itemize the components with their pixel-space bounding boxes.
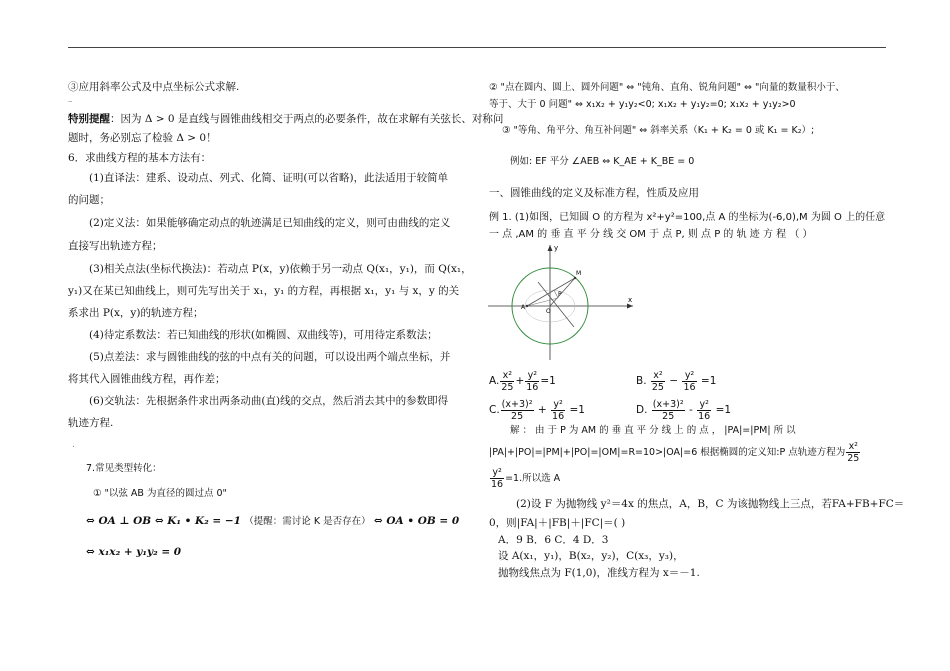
numerator: y² xyxy=(697,399,711,411)
bullet-marker: – xyxy=(68,97,73,107)
option-a-letter: A. xyxy=(489,375,500,387)
question-2-focus: 抛物线焦点为 F(1,0)，准线方程为 x＝－1. xyxy=(498,567,700,579)
solution-line-1: 解 ： 由 于 P 为 AM 的 垂 直 平 分 线 上 的 点 ， |PA|=|PM| 所 以 xyxy=(510,425,796,436)
denominator: 25 xyxy=(501,381,514,393)
equals-one: =1 xyxy=(540,375,556,387)
coordinate-equivalence: ⇔ x₁x₂ + y₁y₂ = 0 xyxy=(86,546,182,558)
segment-am xyxy=(527,278,575,306)
section-7-heading: 7.常见类型转化： xyxy=(86,463,162,474)
denominator: 16 xyxy=(698,410,711,422)
header-rule xyxy=(68,47,886,48)
section-6-heading: 6．求曲线方程的基本方法有： xyxy=(68,152,212,164)
fraction xyxy=(846,441,860,464)
option-b xyxy=(636,367,716,395)
denominator: 16 xyxy=(683,381,696,393)
numerator: x² xyxy=(651,370,665,382)
method-4-line: (4)待定系数法：若已知曲线的形状(如椭圆、双曲线等)，可用待定系数法； xyxy=(89,329,438,341)
fraction xyxy=(501,399,534,422)
label-p: P xyxy=(558,291,562,298)
type-2-line-1: ② "点在圆内、圆上、圆外问题" ⇔ "钝角、直角、锐角问题" ⇔ "向量的数量积小于、 xyxy=(489,82,845,93)
numerator: y² xyxy=(490,467,504,479)
method-2-line-1: (2)定义法：如果能够确定动点的轨迹满足已知曲线的定义，则可由曲线的定义 xyxy=(89,217,451,229)
method-1-line-2: 的问题； xyxy=(68,194,110,206)
numerator: x² xyxy=(846,441,860,453)
type-1-title: ① "以弦 AB 为直径的圆过点 0" xyxy=(93,488,227,499)
fraction xyxy=(500,370,514,393)
label-y: y xyxy=(554,244,559,252)
equals-one: =1 xyxy=(700,375,717,387)
option-c-letter: C. xyxy=(489,404,500,416)
denominator: 25 xyxy=(511,410,524,422)
option-c xyxy=(489,396,585,424)
example-1-line-2: 一 点 ,AM 的 垂 直 平 分 线 交 OM 于 点 P, 则 点 P 的 轨 迹 方 程 （ ） xyxy=(489,229,813,240)
label-x: x xyxy=(628,296,633,304)
question-2-setup: 设 A(x₁，y₁)，B(x₂，y₂)，C(x₃，y₃)， xyxy=(498,550,684,562)
solution-line-3 xyxy=(489,466,560,492)
special-reminder-text: ：因为 Δ > 0 是直线与圆锥曲线相交于两点的必要条件，故在求解有关弦长、对称问 xyxy=(110,113,504,125)
solution-text: |PA|+|PO|=|PM|+|PO|=|OM|=R=10>|OA|=6 根据椭圆的定义知:P 点轨迹方程为 xyxy=(489,447,846,458)
left-line-1: ③应用斜率公式及中点坐标公式求解. xyxy=(68,81,240,93)
fraction xyxy=(525,370,539,393)
x-axis-arrow xyxy=(627,304,633,309)
method-1-line-1: (1)直译法：建系、设动点、列式、化简、证明(可以省略)，此法适用于较简单 xyxy=(89,172,449,184)
equals-one: =1 xyxy=(569,404,585,416)
plus-sign: + xyxy=(537,404,547,416)
question-2-options: A．9 B．6 C．4 D．3 xyxy=(498,534,609,546)
method-3-line-3: 系求出 P(x，y)的轨迹方程； xyxy=(68,307,204,319)
denominator: 25 xyxy=(847,453,860,464)
fraction xyxy=(682,370,696,393)
fraction xyxy=(697,399,711,422)
plus-sign: + xyxy=(515,375,525,387)
point-m xyxy=(574,277,576,279)
numerator: y² xyxy=(551,399,565,411)
denominator: 16 xyxy=(552,410,565,422)
method-6-line-2: 轨迹方程. xyxy=(68,417,114,429)
method-6-line-1: (6)交轨法：先根据条件求出两条动曲(直)线的交点，然后消去其中的参数即得 xyxy=(89,395,449,407)
y-axis-arrow xyxy=(548,245,553,251)
option-d-letter: D. xyxy=(636,404,648,416)
question-2-line-2: 0，则|FA|＋|FB|＋|FC|＝( ) xyxy=(489,517,626,529)
label-o: O xyxy=(546,308,551,315)
denominator: 25 xyxy=(662,410,675,422)
question-2-line-1: (2)设 F 为抛物线 y²＝4x 的焦点，A，B，C 为该抛物线上三点，若FA+FB+FC＝ xyxy=(516,498,905,510)
label-a: A xyxy=(521,304,526,311)
example-1-line-1: 例 1. (1)如图，已知圆 O 的方程为 x²+y²=100,点 A 的坐标为(-6,0),M 为圆 O 上的任意 xyxy=(489,212,886,223)
method-3-line-1: (3)相关点法(坐标代换法)：若动点 P(x，y)依赖于另一动点 Q(x₁，y₁)，而 Q(x₁， xyxy=(89,263,472,275)
dot-product-equivalence: ⇔ OA • OB = 0 xyxy=(373,515,460,527)
method-2-line-2: 直接写出轨迹方程； xyxy=(68,240,163,252)
numerator: y² xyxy=(525,370,539,382)
reminder-note: （提醒：需讨论 K 是否存在） xyxy=(244,516,371,527)
denominator: 25 xyxy=(651,381,664,393)
fraction xyxy=(652,399,685,422)
numerator: (x+3)² xyxy=(652,398,684,410)
option-d xyxy=(636,396,731,424)
equals-one: =1 xyxy=(715,404,732,416)
minus-sign: − xyxy=(669,375,679,387)
type-3-line: ③ "等角、角平分、角互补问题" ⇔ 斜率关系（K₁ + K₂ = 0 或 K₁ = K₂）; xyxy=(502,125,815,136)
type-1-equivalence xyxy=(86,514,459,529)
left-line-3: 题时，务必别忘了检验 Δ > 0！ xyxy=(68,132,217,144)
circle-figure xyxy=(488,242,638,362)
special-reminder xyxy=(68,112,503,126)
perp-equivalence: ⇔ OA ⊥ OB ⇔ K₁ • K₂ = −1 xyxy=(86,515,241,527)
numerator: x² xyxy=(500,370,514,382)
option-b-letter: B. xyxy=(636,375,647,387)
bullet-marker: . xyxy=(72,440,75,450)
example-angle-bisector: 例如: EF 平分 ∠AEB ⇔ K_AE + K_BE = 0 xyxy=(510,156,695,167)
section-one-heading: 一、圆锥曲线的定义及标准方程，性质及应用 xyxy=(489,187,699,199)
numerator: y² xyxy=(682,370,696,382)
minus-sign: - xyxy=(688,404,693,416)
method-5-line-2: 将其代入圆锥曲线方程，再作差； xyxy=(68,373,226,385)
fraction xyxy=(490,467,504,490)
denominator: 16 xyxy=(526,381,539,393)
special-reminder-label: 特别提醒 xyxy=(68,113,110,125)
denominator: 16 xyxy=(491,479,504,490)
label-m: M xyxy=(576,270,582,277)
method-5-line-1: (5)点差法：求与圆锥曲线的弦的中点有关的问题，可以设出两个端点坐标，并 xyxy=(89,351,451,363)
solution-line-2 xyxy=(489,440,861,466)
numerator: (x+3)² xyxy=(501,398,533,410)
option-a xyxy=(489,367,556,395)
point-a xyxy=(526,305,528,307)
fraction xyxy=(551,399,565,422)
solution-conclusion: =1.所以选 A xyxy=(505,473,561,484)
fraction xyxy=(651,370,665,393)
method-3-line-2: y₁)又在某已知曲线上，则可先写出关于 x₁，y₁ 的方程，再根据 x₁，y₁ 与 x，y 的关 xyxy=(68,285,460,297)
type-2-line-2: 等于、大于 0 问题" ⇔ x₁x₂ + y₁y₂<0; x₁x₂ + y₁y₂=0; x₁x₂ + y₁y₂>0 xyxy=(489,99,796,110)
